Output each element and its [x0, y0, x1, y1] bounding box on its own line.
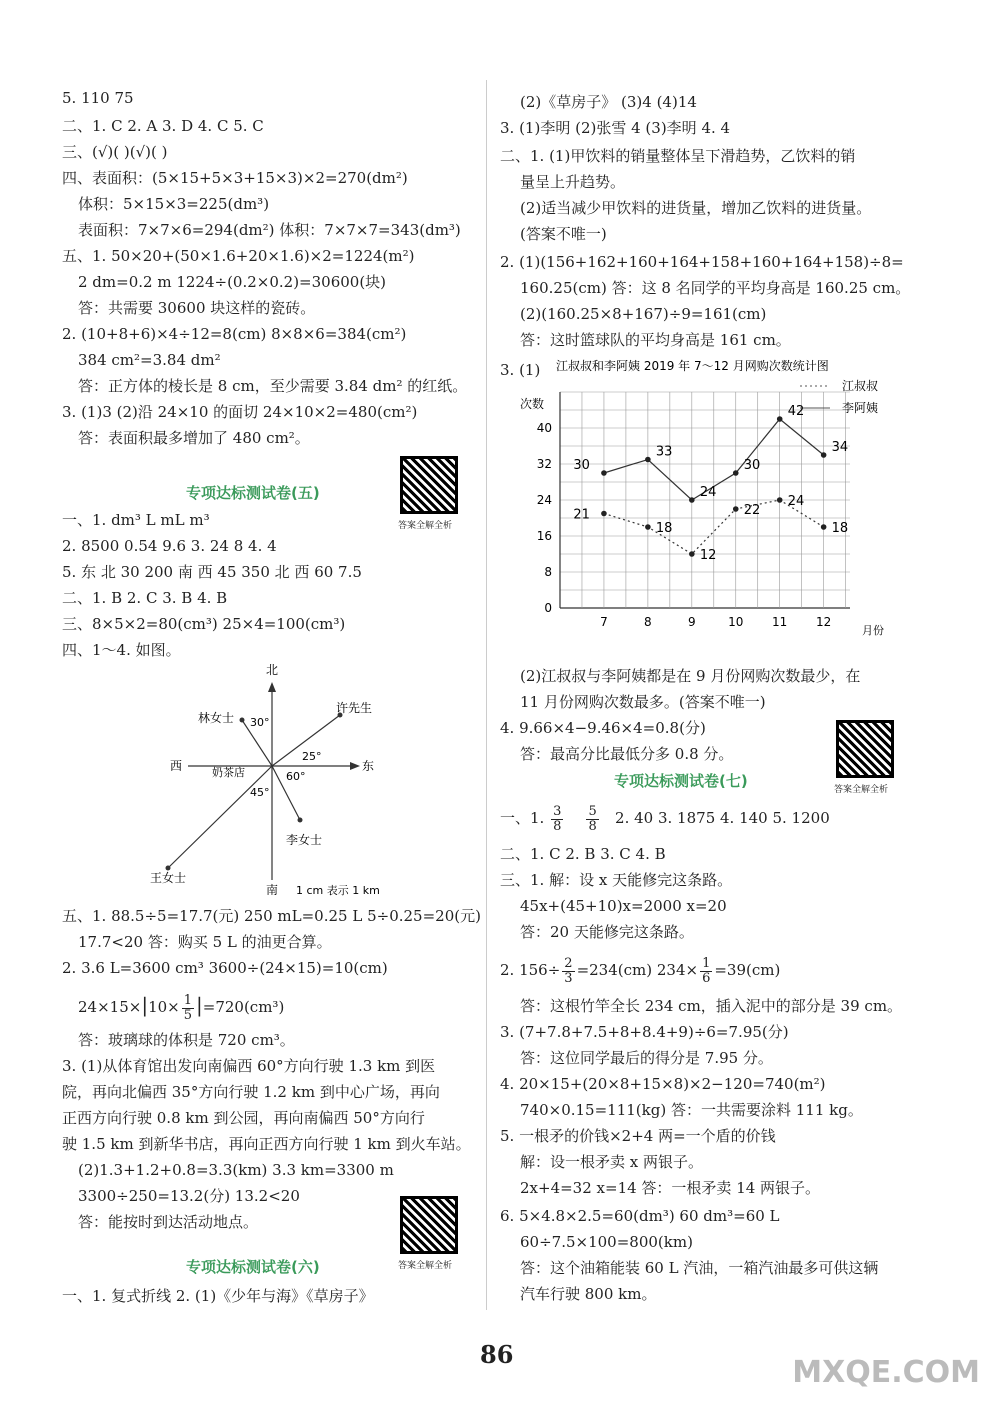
- qr-label: 答案全解全析: [398, 521, 453, 531]
- text: =234(cm) 234×: [576, 961, 699, 979]
- line: [500, 800, 830, 836]
- line: 五、1. 88.5÷5=17.7(元) 250 mL=0.25 L 5÷0.25=20(元): [62, 907, 481, 925]
- north-label: 北: [266, 663, 279, 677]
- data-label: 42: [787, 404, 805, 419]
- line: 体积：5×15×3=225(dm³): [78, 195, 270, 213]
- line: 解：设一根矛卖 x 两银子。: [520, 1153, 703, 1171]
- y-tick-label: 40: [536, 421, 552, 435]
- line: 3. (1)3 (2)沿 24×10 的面切 24×10×2=480(cm²): [62, 403, 418, 421]
- section-title: 专项达标测试卷(六): [186, 1258, 320, 1276]
- line: 一、1. dm³ L mL m³: [62, 511, 210, 529]
- data-point: [777, 416, 783, 422]
- qr-code-icon[interactable]: [400, 1196, 458, 1254]
- line: (答案不唯一): [520, 225, 607, 243]
- text: 24×15×: [78, 998, 142, 1016]
- fraction: $\frac{1}{5}$: [183, 992, 192, 1023]
- line: 60÷7.5×100=800(km): [520, 1233, 693, 1251]
- line-chart: [500, 356, 900, 656]
- line: 3. (1)李明 (2)张雪 4 (3)李明 4. 4: [500, 119, 731, 137]
- data-point: [821, 524, 827, 530]
- text: 一、1.: [500, 809, 545, 827]
- x-tick-label: 8: [644, 615, 652, 629]
- line: 45x+(45+10)x=2000 x=20: [520, 897, 727, 915]
- line: 答：玻璃球的体积是 720 cm³。: [78, 1031, 295, 1049]
- chart-title: 江叔叔和李阿姨 2019 年 7～12 月网购次数统计图: [556, 359, 829, 373]
- line: 答：表面积最多增加了 480 cm²。: [78, 429, 310, 447]
- qr-label: 答案全解全析: [834, 785, 889, 795]
- x-axis-label: 月份: [862, 624, 884, 637]
- line: 3300÷250=13.2(分) 13.2<20: [78, 1187, 300, 1205]
- angle-60: 60°: [286, 770, 306, 783]
- south-label: 南: [266, 883, 279, 897]
- y-tick-label: 32: [536, 457, 552, 471]
- line: 24×15×|10× $\frac{1}{5}$ |=720(cm³): [78, 992, 285, 1023]
- west-label: 西: [170, 759, 183, 773]
- data-label: 21: [573, 507, 590, 523]
- column-divider: [486, 80, 487, 1310]
- qr-code-icon[interactable]: [400, 456, 458, 514]
- line: 2x+4=32 x=14 答：一根矛卖 14 两银子。: [520, 1179, 821, 1197]
- line: (2)《草房子》 (3)4 (4)14: [520, 93, 697, 111]
- wang-label: 王女士: [150, 871, 187, 885]
- data-label: 24: [699, 485, 717, 500]
- scale-label: 1 cm 表示 1 km: [296, 884, 380, 897]
- line: 答：20 天能修完这条路。: [520, 923, 694, 941]
- fraction: $\frac{1}{6}$: [702, 955, 711, 986]
- line: 四、1～4. 如图。: [62, 641, 181, 659]
- fraction: $\frac{5}{8}$: [588, 803, 597, 834]
- qr-code-icon[interactable]: [836, 720, 894, 778]
- line: 740×0.15=111(kg) 答：一共需要涂料 111 kg。: [520, 1101, 863, 1119]
- line: 384 cm²=3.84 dm²: [78, 351, 221, 369]
- line: 二、1. C 2. A 3. D 4. C 5. C: [62, 117, 264, 135]
- data-point: [601, 511, 607, 517]
- line: 3. (7+7.8+7.5+8+8.4+9)÷6=7.95(分): [500, 1023, 789, 1041]
- x-tick-label: 11: [772, 615, 788, 629]
- data-label: 22: [743, 503, 761, 518]
- line: 二、1. B 2. C 3. B 4. B: [62, 589, 228, 607]
- line: 17.7<20 答：购买 5 L 的油更合算。: [78, 933, 332, 951]
- line: 4. 9.66×4−9.46×4=0.8(分): [500, 719, 706, 737]
- li-label: 李女士: [286, 833, 323, 847]
- data-point: [689, 551, 695, 557]
- fraction: $\frac{2}{3}$: [564, 955, 573, 986]
- angle-30: 30°: [250, 716, 270, 729]
- text: 10×: [148, 998, 180, 1016]
- data-point: [601, 470, 607, 476]
- legend-label: 李阿姨: [842, 401, 879, 415]
- y-tick-label: 0: [544, 601, 552, 615]
- angle-25: 25°: [302, 750, 322, 763]
- line: 二、1. (1)甲饮料的销量整体呈下滑趋势，乙饮料的销: [500, 147, 856, 165]
- line: 3. (1)从体育馆出发向南偏西 60°方向行驶 1.3 km 到医: [62, 1057, 436, 1075]
- line: 答：这时篮球队的平均身高是 161 cm。: [520, 331, 791, 349]
- line: 四、表面积：(5×15+5×3+15×3)×2=270(dm²): [62, 169, 408, 187]
- line: 三、8×5×2=80(cm³) 25×4=100(cm³): [62, 615, 346, 633]
- shop-label: 奶茶店: [212, 766, 245, 779]
- line: 答：这位同学最后的得分是 7.95 分。: [520, 1049, 773, 1067]
- compass-diagram: [150, 660, 430, 900]
- line: 2. 3.6 L=3600 cm³ 3600÷(24×15)=10(cm): [62, 959, 388, 977]
- line: 5. 一根矛的价钱×2+4 两=一个盾的价钱: [500, 1127, 776, 1145]
- data-label: 30: [743, 458, 761, 473]
- line: 三、1. 解：设 x 天能修完这条路。: [500, 871, 733, 889]
- y-tick-label: 24: [536, 493, 552, 507]
- data-point: [689, 497, 695, 503]
- data-point: [733, 470, 739, 476]
- line: 院，再向北偏西 35°方向行驶 1.2 km 到中心广场，再向: [62, 1083, 440, 1101]
- y-tick-label: 8: [544, 565, 552, 579]
- line: 答：这个油箱能装 60 L 汽油，一箱汽油最多可供这辆: [520, 1259, 879, 1277]
- text: =39(cm): [714, 961, 781, 979]
- x-tick-label: 9: [687, 615, 696, 629]
- text: =720(cm³): [202, 998, 285, 1016]
- data-point: [777, 497, 783, 503]
- line: 2. (1)(156+162+160+164+158+160+164+158)÷8=: [500, 253, 904, 271]
- y-tick-label: 16: [536, 529, 552, 543]
- legend-label: 江叔叔: [842, 379, 879, 393]
- data-point: [645, 524, 651, 530]
- line: 3. (1): [500, 361, 541, 379]
- angle-45: 45°: [250, 786, 270, 799]
- data-label: 24: [787, 494, 805, 509]
- line: 11 月份网购次数最多。(答案不唯一): [520, 693, 766, 711]
- section-title: 专项达标测试卷(七): [614, 772, 748, 790]
- y-axis-label: 次数: [520, 397, 545, 411]
- line: 160.25(cm) 答：这 8 名同学的平均身高是 160.25 cm。: [520, 279, 911, 297]
- line: 五、1. 50×20+(50×1.6+20×1.6)×2=1224(m²): [62, 247, 415, 265]
- line: (2)1.3+1.2+0.8=3.3(km) 3.3 km=3300 m: [78, 1161, 394, 1179]
- line: 驶 1.5 km 到新华书店，再向正西方向行驶 1 km 到火车站。: [62, 1135, 471, 1153]
- line: (2)(160.25×8+167)÷9=161(cm): [520, 305, 767, 323]
- qr-label: 答案全解全析: [398, 1261, 453, 1271]
- line: 4. 20×15+(20×8+15×8)×2−120=740(m²): [500, 1075, 826, 1093]
- data-point: [733, 506, 739, 512]
- line: (2)适当减少甲饮料的进货量，增加乙饮料的进货量。: [520, 199, 872, 217]
- section-title: 专项达标测试卷(五): [186, 484, 320, 502]
- line: 2. 8500 0.54 9.6 3. 24 8 4. 4: [62, 537, 277, 555]
- line: 2. (10+8+6)×4÷12=8(cm) 8×8×6=384(cm²): [62, 325, 407, 343]
- data-label: 18: [655, 521, 673, 536]
- line: 5. 110 75: [62, 89, 134, 107]
- line: 量呈上升趋势。: [520, 173, 626, 191]
- line: 答：最高分比最低分多 0.8 分。: [520, 745, 734, 763]
- data-label: 12: [699, 548, 717, 563]
- fraction: $\frac{3}{8}$: [553, 803, 562, 834]
- line: 2 dm=0.2 m 1224÷(0.2×0.2)=30600(块): [78, 273, 387, 291]
- line: [500, 952, 780, 988]
- xu-label: 许先生: [336, 701, 373, 715]
- line: 答：这根竹竿全长 234 cm，插入泥中的部分是 39 cm。: [520, 997, 903, 1015]
- line: 答：正方体的棱长是 8 cm，至少需要 3.84 dm² 的红纸。: [78, 377, 468, 395]
- line: 正西方向行驶 0.8 km 到公园，再向南偏西 50°方向行: [62, 1109, 425, 1127]
- line: 三、(√)( )(√)( ): [62, 143, 168, 161]
- data-label: 33: [655, 444, 673, 460]
- data-point: [645, 457, 651, 463]
- line: 一、1. 复式折线 2. (1)《少年与海》《草房子》: [62, 1287, 374, 1305]
- data-label: 18: [831, 521, 849, 536]
- watermark: MXQE.COM: [792, 1355, 980, 1390]
- line: 汽车行驶 800 km。: [520, 1285, 657, 1303]
- page-number: 86: [480, 1340, 514, 1369]
- data-label: 34: [831, 440, 849, 455]
- line: 5. 东 北 30 200 南 西 45 350 北 西 60 7.5: [62, 563, 362, 581]
- line: 表面积：7×7×6=294(dm²) 体积：7×7×7=343(dm³): [78, 221, 461, 239]
- lin-label: 林女士: [198, 711, 235, 725]
- data-point: [821, 452, 827, 458]
- data-label: 30: [573, 458, 590, 473]
- line: 二、1. C 2. B 3. C 4. B: [500, 845, 666, 863]
- text: 2. 40 3. 1875 4. 140 5. 1200: [615, 809, 830, 827]
- line: 答：能按时到达活动地点。: [78, 1213, 259, 1231]
- east-label: 东: [362, 759, 375, 773]
- line: 6. 5×4.8×2.5=60(dm³) 60 dm³=60 L: [500, 1207, 780, 1225]
- x-tick-label: 7: [600, 615, 608, 629]
- line: 答：共需要 30600 块这样的瓷砖。: [78, 299, 316, 317]
- x-tick-label: 12: [815, 615, 832, 629]
- text: 2. 156÷: [500, 961, 561, 979]
- x-tick-label: 10: [728, 615, 744, 629]
- line: (2)江叔叔与李阿姨都是在 9 月份网购次数最少，在: [520, 667, 861, 685]
